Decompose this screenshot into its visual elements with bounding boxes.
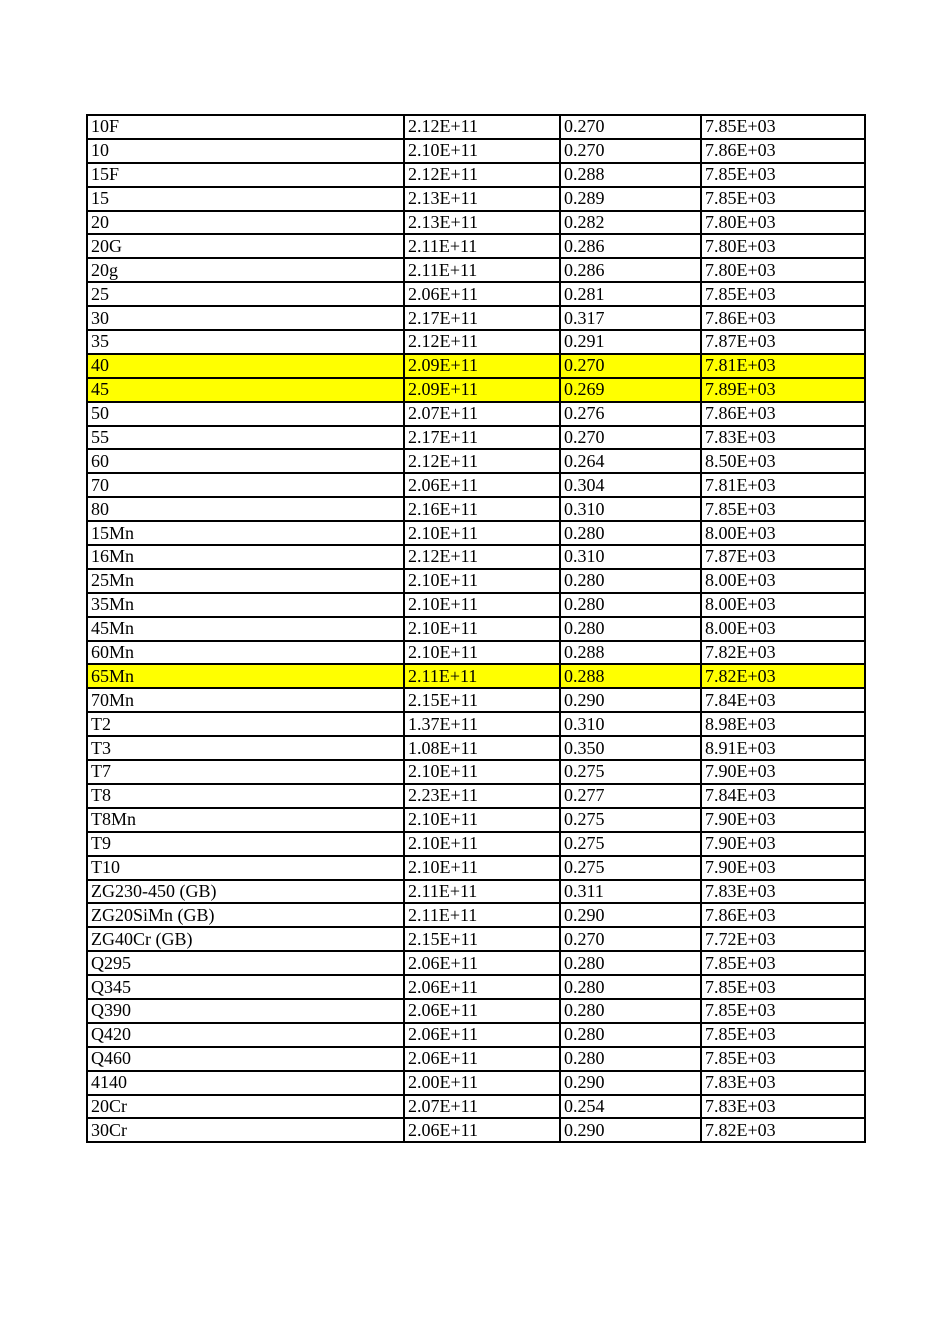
elastic-modulus-cell: 2.11E+11 [404,258,560,282]
material-properties-sheet [86,114,864,1143]
table-row [87,545,865,569]
poisson-ratio-cell: 0.275 [560,760,701,784]
material-name-cell: 35 [87,330,404,354]
poisson-ratio-cell: 0.269 [560,378,701,402]
table-row [87,903,865,927]
table-row [87,521,865,545]
density-cell: 8.00E+03 [701,569,865,593]
material-name-cell: 70 [87,473,404,497]
poisson-ratio-cell: 0.317 [560,306,701,330]
elastic-modulus-cell: 2.09E+11 [404,354,560,378]
elastic-modulus-cell: 2.11E+11 [404,664,560,688]
elastic-modulus-cell: 2.10E+11 [404,617,560,641]
material-name-cell: 25Mn [87,569,404,593]
material-name-cell: 30Cr [87,1118,404,1142]
density-cell: 8.98E+03 [701,712,865,736]
table-row [87,1118,865,1142]
density-cell: 8.00E+03 [701,617,865,641]
poisson-ratio-cell: 0.286 [560,234,701,258]
density-cell: 7.85E+03 [701,999,865,1023]
table-row [87,808,865,832]
table-row [87,187,865,211]
poisson-ratio-cell: 0.290 [560,688,701,712]
material-name-cell: 15Mn [87,521,404,545]
poisson-ratio-cell: 0.280 [560,975,701,999]
elastic-modulus-cell: 2.10E+11 [404,641,560,665]
density-cell: 7.86E+03 [701,903,865,927]
material-name-cell: 20 [87,211,404,235]
poisson-ratio-cell: 0.275 [560,832,701,856]
poisson-ratio-cell: 0.290 [560,1071,701,1095]
table-row [87,306,865,330]
density-cell: 8.00E+03 [701,521,865,545]
table-row [87,617,865,641]
table-row [87,354,865,378]
table-row [87,1095,865,1119]
table-row [87,569,865,593]
material-name-cell: 70Mn [87,688,404,712]
material-name-cell: 60 [87,449,404,473]
table-row [87,880,865,904]
density-cell: 7.83E+03 [701,426,865,450]
density-cell: 7.81E+03 [701,473,865,497]
material-name-cell: T7 [87,760,404,784]
elastic-modulus-cell: 2.13E+11 [404,211,560,235]
elastic-modulus-cell: 2.10E+11 [404,139,560,163]
elastic-modulus-cell: 2.10E+11 [404,808,560,832]
density-cell: 7.86E+03 [701,402,865,426]
table-row [87,1023,865,1047]
density-cell: 7.86E+03 [701,139,865,163]
poisson-ratio-cell: 0.275 [560,856,701,880]
density-cell: 7.85E+03 [701,1047,865,1071]
material-name-cell: 20G [87,234,404,258]
material-name-cell: 10F [87,115,404,139]
poisson-ratio-cell: 0.270 [560,115,701,139]
material-name-cell: 16Mn [87,545,404,569]
material-name-cell: T2 [87,712,404,736]
density-cell: 7.90E+03 [701,760,865,784]
poisson-ratio-cell: 0.288 [560,163,701,187]
poisson-ratio-cell: 0.277 [560,784,701,808]
material-name-cell: T8 [87,784,404,808]
table-row [87,402,865,426]
material-name-cell: 25 [87,282,404,306]
elastic-modulus-cell: 2.06E+11 [404,473,560,497]
poisson-ratio-cell: 0.280 [560,1023,701,1047]
material-properties-table [86,114,866,1143]
material-name-cell: T8Mn [87,808,404,832]
poisson-ratio-cell: 0.311 [560,880,701,904]
material-name-cell: 15 [87,187,404,211]
material-name-cell: ZG40Cr (GB) [87,927,404,951]
density-cell: 7.85E+03 [701,951,865,975]
poisson-ratio-cell: 0.270 [560,927,701,951]
elastic-modulus-cell: 2.10E+11 [404,760,560,784]
poisson-ratio-cell: 0.264 [560,449,701,473]
elastic-modulus-cell: 2.10E+11 [404,856,560,880]
material-name-cell: 30 [87,306,404,330]
table-row [87,473,865,497]
elastic-modulus-cell: 2.11E+11 [404,234,560,258]
poisson-ratio-cell: 0.290 [560,903,701,927]
density-cell: 7.83E+03 [701,1095,865,1119]
material-name-cell: Q460 [87,1047,404,1071]
elastic-modulus-cell: 2.10E+11 [404,569,560,593]
material-name-cell: 60Mn [87,641,404,665]
poisson-ratio-cell: 0.280 [560,593,701,617]
table-row [87,115,865,139]
density-cell: 7.72E+03 [701,927,865,951]
elastic-modulus-cell: 2.06E+11 [404,951,560,975]
density-cell: 8.50E+03 [701,449,865,473]
poisson-ratio-cell: 0.270 [560,354,701,378]
density-cell: 7.80E+03 [701,234,865,258]
table-row [87,736,865,760]
density-cell: 7.84E+03 [701,688,865,712]
elastic-modulus-cell: 2.12E+11 [404,545,560,569]
elastic-modulus-cell: 1.08E+11 [404,736,560,760]
density-cell: 7.90E+03 [701,808,865,832]
poisson-ratio-cell: 0.276 [560,402,701,426]
table-row [87,497,865,521]
poisson-ratio-cell: 0.254 [560,1095,701,1119]
density-cell: 7.89E+03 [701,378,865,402]
density-cell: 7.83E+03 [701,1071,865,1095]
density-cell: 7.82E+03 [701,1118,865,1142]
elastic-modulus-cell: 2.00E+11 [404,1071,560,1095]
table-row [87,593,865,617]
poisson-ratio-cell: 0.290 [560,1118,701,1142]
poisson-ratio-cell: 0.310 [560,497,701,521]
table-row [87,449,865,473]
elastic-modulus-cell: 2.17E+11 [404,426,560,450]
table-row [87,211,865,235]
table-row [87,1071,865,1095]
table-row [87,664,865,688]
density-cell: 7.85E+03 [701,187,865,211]
poisson-ratio-cell: 0.286 [560,258,701,282]
table-row [87,688,865,712]
material-name-cell: Q390 [87,999,404,1023]
density-cell: 7.85E+03 [701,115,865,139]
material-name-cell: ZG20SiMn (GB) [87,903,404,927]
poisson-ratio-cell: 0.280 [560,569,701,593]
table-row [87,784,865,808]
table-row [87,999,865,1023]
poisson-ratio-cell: 0.288 [560,664,701,688]
elastic-modulus-cell: 2.17E+11 [404,306,560,330]
material-name-cell: 15F [87,163,404,187]
elastic-modulus-cell: 2.15E+11 [404,688,560,712]
density-cell: 7.82E+03 [701,641,865,665]
elastic-modulus-cell: 2.23E+11 [404,784,560,808]
elastic-modulus-cell: 2.07E+11 [404,1095,560,1119]
material-name-cell: T9 [87,832,404,856]
elastic-modulus-cell: 1.37E+11 [404,712,560,736]
poisson-ratio-cell: 0.310 [560,545,701,569]
elastic-modulus-cell: 2.16E+11 [404,497,560,521]
poisson-ratio-cell: 0.304 [560,473,701,497]
table-row [87,426,865,450]
table-row [87,1047,865,1071]
poisson-ratio-cell: 0.280 [560,1047,701,1071]
density-cell: 7.85E+03 [701,163,865,187]
density-cell: 7.87E+03 [701,545,865,569]
table-row [87,927,865,951]
material-name-cell: Q295 [87,951,404,975]
material-name-cell: 65Mn [87,664,404,688]
elastic-modulus-cell: 2.06E+11 [404,1047,560,1071]
elastic-modulus-cell: 2.06E+11 [404,282,560,306]
density-cell: 7.86E+03 [701,306,865,330]
elastic-modulus-cell: 2.06E+11 [404,1023,560,1047]
table-row [87,282,865,306]
poisson-ratio-cell: 0.275 [560,808,701,832]
material-name-cell: Q345 [87,975,404,999]
material-name-cell: T3 [87,736,404,760]
material-name-cell: Q420 [87,1023,404,1047]
elastic-modulus-cell: 2.09E+11 [404,378,560,402]
table-row [87,832,865,856]
elastic-modulus-cell: 2.11E+11 [404,903,560,927]
elastic-modulus-cell: 2.12E+11 [404,330,560,354]
elastic-modulus-cell: 2.06E+11 [404,999,560,1023]
density-cell: 7.85E+03 [701,282,865,306]
density-cell: 7.85E+03 [701,1023,865,1047]
density-cell: 7.83E+03 [701,880,865,904]
table-row [87,163,865,187]
material-name-cell: 10 [87,139,404,163]
table-row [87,712,865,736]
table-row [87,951,865,975]
density-cell: 7.84E+03 [701,784,865,808]
poisson-ratio-cell: 0.270 [560,139,701,163]
elastic-modulus-cell: 2.15E+11 [404,927,560,951]
table-row [87,856,865,880]
elastic-modulus-cell: 2.06E+11 [404,975,560,999]
table-row [87,378,865,402]
elastic-modulus-cell: 2.10E+11 [404,593,560,617]
material-name-cell: ZG230-450 (GB) [87,880,404,904]
material-name-cell: 20Cr [87,1095,404,1119]
table-row [87,975,865,999]
poisson-ratio-cell: 0.288 [560,641,701,665]
density-cell: 7.80E+03 [701,211,865,235]
poisson-ratio-cell: 0.289 [560,187,701,211]
material-name-cell: 50 [87,402,404,426]
table-row [87,139,865,163]
material-name-cell: 35Mn [87,593,404,617]
table-body [87,115,865,1142]
density-cell: 8.00E+03 [701,593,865,617]
material-name-cell: 45Mn [87,617,404,641]
table-row [87,234,865,258]
elastic-modulus-cell: 2.12E+11 [404,449,560,473]
material-name-cell: 45 [87,378,404,402]
poisson-ratio-cell: 0.310 [560,712,701,736]
density-cell: 7.82E+03 [701,664,865,688]
elastic-modulus-cell: 2.06E+11 [404,1118,560,1142]
material-name-cell: 4140 [87,1071,404,1095]
elastic-modulus-cell: 2.12E+11 [404,163,560,187]
density-cell: 7.90E+03 [701,832,865,856]
table-row [87,258,865,282]
density-cell: 7.90E+03 [701,856,865,880]
table-row [87,330,865,354]
elastic-modulus-cell: 2.10E+11 [404,521,560,545]
elastic-modulus-cell: 2.12E+11 [404,115,560,139]
elastic-modulus-cell: 2.11E+11 [404,880,560,904]
poisson-ratio-cell: 0.280 [560,951,701,975]
material-name-cell: 40 [87,354,404,378]
poisson-ratio-cell: 0.280 [560,999,701,1023]
material-name-cell: 20g [87,258,404,282]
material-name-cell: 55 [87,426,404,450]
poisson-ratio-cell: 0.270 [560,426,701,450]
density-cell: 7.80E+03 [701,258,865,282]
density-cell: 8.91E+03 [701,736,865,760]
elastic-modulus-cell: 2.07E+11 [404,402,560,426]
elastic-modulus-cell: 2.13E+11 [404,187,560,211]
material-name-cell: 80 [87,497,404,521]
elastic-modulus-cell: 2.10E+11 [404,832,560,856]
poisson-ratio-cell: 0.280 [560,617,701,641]
table-row [87,760,865,784]
density-cell: 7.85E+03 [701,497,865,521]
density-cell: 7.85E+03 [701,975,865,999]
poisson-ratio-cell: 0.350 [560,736,701,760]
poisson-ratio-cell: 0.281 [560,282,701,306]
material-name-cell: T10 [87,856,404,880]
density-cell: 7.87E+03 [701,330,865,354]
poisson-ratio-cell: 0.282 [560,211,701,235]
density-cell: 7.81E+03 [701,354,865,378]
poisson-ratio-cell: 0.280 [560,521,701,545]
poisson-ratio-cell: 0.291 [560,330,701,354]
table-row [87,641,865,665]
